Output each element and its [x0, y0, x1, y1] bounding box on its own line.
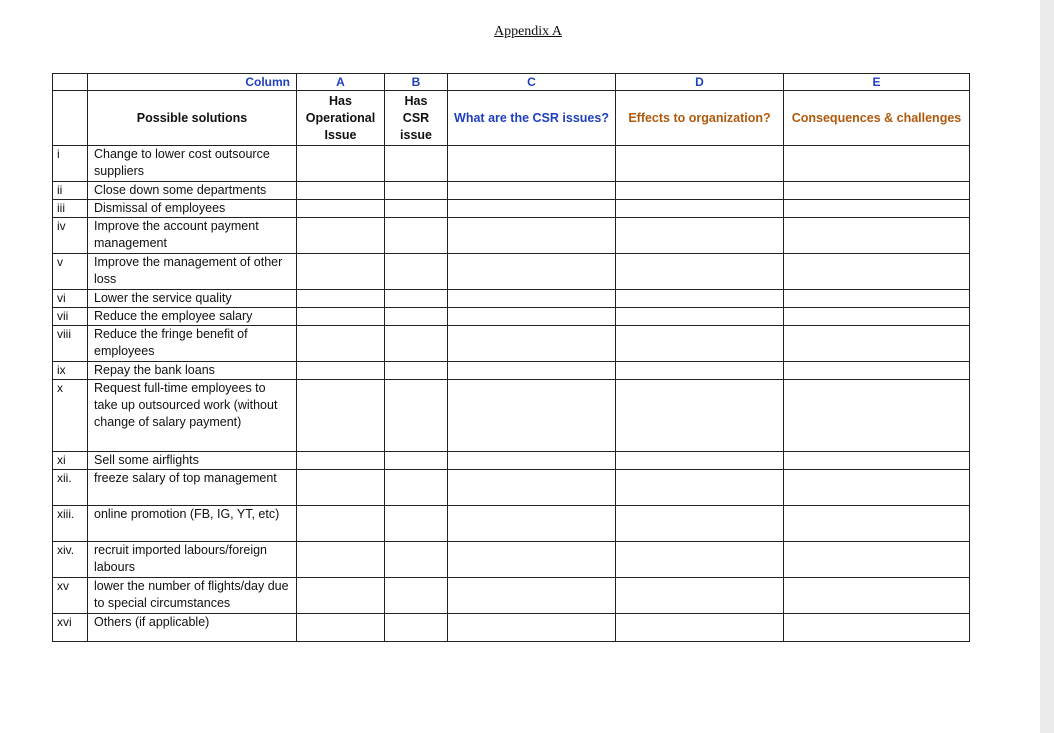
- solutions-header: Possible solutions: [88, 91, 297, 146]
- answer-cell[interactable]: [297, 470, 385, 506]
- answer-cell[interactable]: [448, 326, 616, 362]
- answer-cell[interactable]: [297, 254, 385, 290]
- answer-cell[interactable]: [616, 146, 784, 182]
- table-row: [53, 506, 970, 542]
- answer-cell[interactable]: [297, 362, 385, 380]
- table-row: [53, 308, 970, 326]
- answer-cell[interactable]: [448, 182, 616, 200]
- table-row: [53, 200, 970, 218]
- table-row: [53, 470, 970, 506]
- header-consequences: Consequences & challenges: [784, 91, 970, 146]
- answer-cell[interactable]: [297, 452, 385, 470]
- answer-cell[interactable]: [784, 380, 970, 452]
- answer-cell[interactable]: [448, 362, 616, 380]
- answer-cell[interactable]: [616, 308, 784, 326]
- answer-cell[interactable]: [784, 470, 970, 506]
- column-letter-c: C: [448, 74, 616, 91]
- answer-cell[interactable]: [297, 380, 385, 452]
- answer-cell[interactable]: [385, 542, 448, 578]
- row-number: vi: [53, 290, 88, 308]
- row-number: xv: [53, 578, 88, 614]
- row-number: xi: [53, 452, 88, 470]
- solution-text: lower the number of flights/day due to special circumstances: [88, 578, 297, 614]
- solution-text: recruit imported labours/foreign labours: [88, 542, 297, 578]
- answer-cell[interactable]: [448, 254, 616, 290]
- answer-cell[interactable]: [784, 200, 970, 218]
- solution-text: Dismissal of employees: [88, 200, 297, 218]
- header-operational-issue: Has Operational Issue: [297, 91, 385, 146]
- row-number: xiii.: [53, 506, 88, 542]
- header-row: [53, 91, 970, 146]
- answer-cell[interactable]: [385, 506, 448, 542]
- solution-text: freeze salary of top management: [88, 470, 297, 506]
- column-letter-b: B: [385, 74, 448, 91]
- column-label: Column: [88, 74, 297, 91]
- answer-cell[interactable]: [448, 146, 616, 182]
- answer-cell[interactable]: [616, 380, 784, 452]
- table-row: [53, 326, 970, 362]
- solution-text: Request full-time employees to take up outsourced work (without change of salary payment): [88, 380, 297, 452]
- table-row: [53, 290, 970, 308]
- answer-cell[interactable]: [297, 218, 385, 254]
- solution-text: Repay the bank loans: [88, 362, 297, 380]
- answer-cell[interactable]: [616, 452, 784, 470]
- solution-text: Improve the management of other loss: [88, 254, 297, 290]
- answer-cell[interactable]: [784, 362, 970, 380]
- solution-text: Improve the account payment management: [88, 218, 297, 254]
- answer-cell[interactable]: [784, 182, 970, 200]
- table-row: [53, 218, 970, 254]
- answer-cell[interactable]: [385, 380, 448, 452]
- answer-cell[interactable]: [385, 290, 448, 308]
- solution-text: Others (if applicable): [88, 614, 297, 642]
- answer-cell[interactable]: [385, 326, 448, 362]
- answer-cell[interactable]: [385, 200, 448, 218]
- answer-cell[interactable]: [616, 578, 784, 614]
- table-row: [53, 182, 970, 200]
- table-row: [53, 380, 970, 452]
- answer-cell[interactable]: [448, 200, 616, 218]
- answer-cell[interactable]: [616, 362, 784, 380]
- answer-cell[interactable]: [784, 578, 970, 614]
- answer-cell[interactable]: [385, 308, 448, 326]
- answer-cell[interactable]: [448, 614, 616, 642]
- answer-cell[interactable]: [385, 182, 448, 200]
- page-title: Appendix A: [493, 24, 563, 39]
- answer-cell[interactable]: [448, 506, 616, 542]
- number-header-cell: [53, 91, 88, 146]
- solution-text: Close down some departments: [88, 182, 297, 200]
- solution-text: Sell some airflights: [88, 452, 297, 470]
- answer-cell[interactable]: [616, 614, 784, 642]
- row-number: ii: [53, 182, 88, 200]
- answer-cell[interactable]: [297, 182, 385, 200]
- column-letter-e: E: [784, 74, 970, 91]
- answer-cell[interactable]: [297, 542, 385, 578]
- scrollbar-track[interactable]: [1040, 0, 1054, 733]
- column-letter-row: [53, 74, 970, 91]
- header-effects: Effects to organization?: [616, 91, 784, 146]
- row-number: vii: [53, 308, 88, 326]
- answer-cell[interactable]: [616, 290, 784, 308]
- answer-cell[interactable]: [297, 290, 385, 308]
- answer-cell[interactable]: [448, 218, 616, 254]
- answer-cell[interactable]: [616, 200, 784, 218]
- solutions-table: [52, 73, 970, 642]
- answer-cell[interactable]: [448, 470, 616, 506]
- answer-cell[interactable]: [784, 254, 970, 290]
- row-number: ix: [53, 362, 88, 380]
- answer-cell[interactable]: [784, 218, 970, 254]
- table-row: [53, 146, 970, 182]
- row-number: iv: [53, 218, 88, 254]
- answer-cell[interactable]: [616, 182, 784, 200]
- table-row: [53, 542, 970, 578]
- solution-text: Change to lower cost outsource suppliers: [88, 146, 297, 182]
- row-number: v: [53, 254, 88, 290]
- solution-text: Lower the service quality: [88, 290, 297, 308]
- answer-cell[interactable]: [616, 542, 784, 578]
- solution-text: Reduce the employee salary: [88, 308, 297, 326]
- row-number: viii: [53, 326, 88, 362]
- answer-cell[interactable]: [784, 506, 970, 542]
- answer-cell[interactable]: [616, 254, 784, 290]
- answer-cell[interactable]: [616, 470, 784, 506]
- row-number: xiv.: [53, 542, 88, 578]
- answer-cell[interactable]: [297, 200, 385, 218]
- table-row: [53, 614, 970, 642]
- answer-cell[interactable]: [448, 452, 616, 470]
- answer-cell[interactable]: [784, 542, 970, 578]
- answer-cell[interactable]: [784, 326, 970, 362]
- table-row: [53, 578, 970, 614]
- answer-cell[interactable]: [448, 380, 616, 452]
- table-row: [53, 452, 970, 470]
- header-csr-issues: What are the CSR issues?: [448, 91, 616, 146]
- answer-cell[interactable]: [784, 290, 970, 308]
- corner-cell: [53, 74, 88, 91]
- answer-cell[interactable]: [784, 452, 970, 470]
- answer-cell[interactable]: [297, 146, 385, 182]
- row-number: iii: [53, 200, 88, 218]
- row-number: x: [53, 380, 88, 452]
- answer-cell[interactable]: [784, 614, 970, 642]
- answer-cell[interactable]: [297, 614, 385, 642]
- row-number: xii.: [53, 470, 88, 506]
- answer-cell[interactable]: [385, 614, 448, 642]
- column-letter-a: A: [297, 74, 385, 91]
- answer-cell[interactable]: [385, 146, 448, 182]
- answer-cell[interactable]: [385, 452, 448, 470]
- row-number: xvi: [53, 614, 88, 642]
- answer-cell[interactable]: [385, 578, 448, 614]
- answer-cell[interactable]: [385, 218, 448, 254]
- answer-cell[interactable]: [616, 218, 784, 254]
- answer-cell[interactable]: [448, 578, 616, 614]
- answer-cell[interactable]: [297, 506, 385, 542]
- answer-cell[interactable]: [297, 578, 385, 614]
- answer-cell[interactable]: [297, 308, 385, 326]
- answer-cell[interactable]: [385, 254, 448, 290]
- answer-cell[interactable]: [784, 308, 970, 326]
- column-letter-d: D: [616, 74, 784, 91]
- answer-cell[interactable]: [784, 146, 970, 182]
- answer-cell[interactable]: [385, 470, 448, 506]
- answer-cell[interactable]: [448, 290, 616, 308]
- solution-text: Reduce the fringe benefit of employees: [88, 326, 297, 362]
- table-row: [53, 254, 970, 290]
- row-number: i: [53, 146, 88, 182]
- answer-cell[interactable]: [297, 326, 385, 362]
- solution-text: online promotion (FB, IG, YT, etc): [88, 506, 297, 542]
- answer-cell[interactable]: [616, 506, 784, 542]
- answer-cell[interactable]: [448, 308, 616, 326]
- answer-cell[interactable]: [448, 542, 616, 578]
- table-row: [53, 362, 970, 380]
- header-csr-issue: Has CSR issue: [385, 91, 448, 146]
- answer-cell[interactable]: [616, 326, 784, 362]
- answer-cell[interactable]: [385, 362, 448, 380]
